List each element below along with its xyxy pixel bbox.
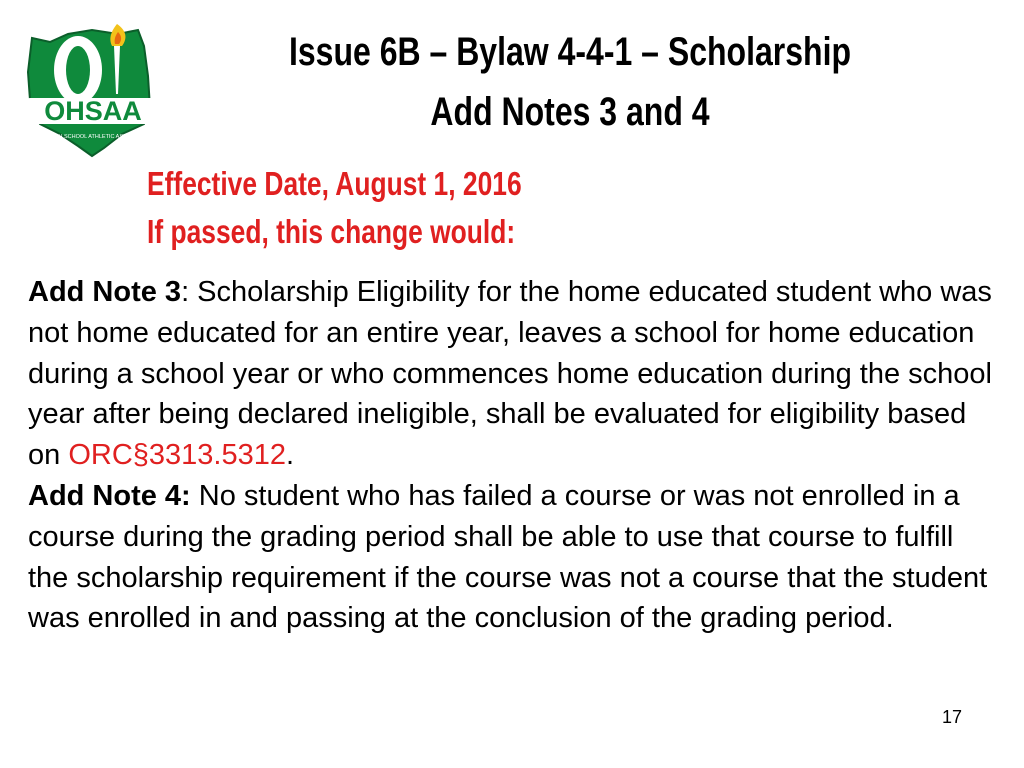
title-line-1: Issue 6B – Bylaw 4-4-1 – Scholarship <box>288 30 852 74</box>
slide-body <box>28 272 994 639</box>
note-4 <box>28 476 994 639</box>
logo-tagline: OHIO HIGH SCHOOL ATHLETIC ASSOCIATION <box>33 134 153 140</box>
note-4-text: No student who has failed a course or was not enrolled in a course during the grading period shall be able to use that course to fulfill the scholarship requirement if the course was not a course that the student was enrolled in and passing at the conclusion of the grading period. <box>28 479 988 635</box>
note-3-label: Add Note 3 <box>28 276 182 308</box>
note-3-end: . <box>285 439 295 472</box>
title-line-2: Add Notes 3 and 4 <box>430 90 710 134</box>
ohsaa-logo <box>22 16 164 158</box>
logo-text: OHSAA <box>44 96 142 126</box>
note-3-text: : Scholarship Eligibility for the home educated student who was not home educated for an entire year, leaves a school for home education during a school year or who commences home education during the school year after being declared ineligible, shall be evaluated for eligibility based on <box>28 276 992 472</box>
note-3 <box>28 272 994 476</box>
change-intro: If passed, this change would: <box>147 213 516 250</box>
slide-subtitle <box>147 160 595 256</box>
note-4-label: Add Note 4: <box>28 479 191 512</box>
page-number: 17 <box>942 707 963 727</box>
slide-title <box>250 22 890 142</box>
orc-reference: ORC§3313.5312 <box>68 439 286 472</box>
effective-date: Effective Date, August 1, 2016 <box>147 165 522 202</box>
